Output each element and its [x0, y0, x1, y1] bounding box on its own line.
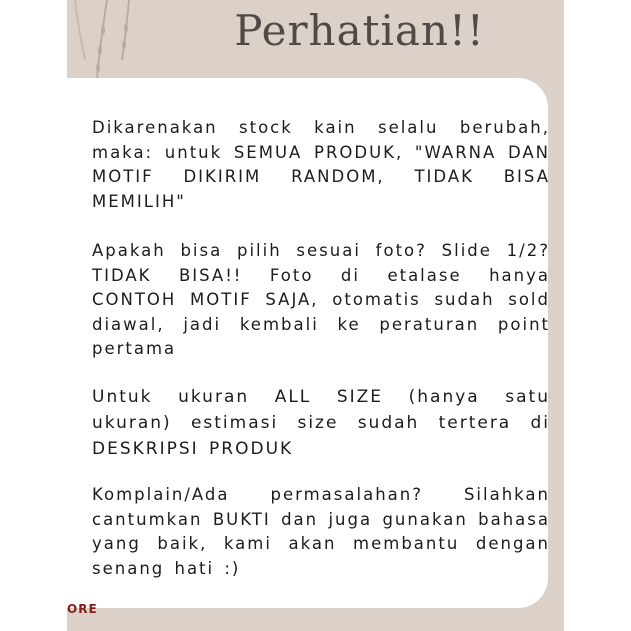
page-title: Perhatian!!: [234, 6, 485, 55]
notice-paragraph-2: Apakah bisa pilih sesuai foto? Slide 1/2? TIDAK BISA!! Foto di etalase hanya CONTOH MOTIF SAJA, otomatis sudah sold diawal, jadi kembali ke peraturan point pertama: [92, 241, 550, 358]
notice-paragraph-3: Untuk ukuran ALL SIZE (hanya satu ukuran) estimasi size sudah tertera di DESKRIPSI PRODUK: [92, 387, 550, 459]
notice-paragraph-1: Dikarenakan stock kain selalu berubah, maka: untuk SEMUA PRODUK, "WARNA DAN MOTIF DIKIRIM RANDOM, TIDAK BISA MEMILIH": [92, 118, 550, 211]
notice-paragraph-4: Komplain/Ada permasalahan? Silahkan cantumkan BUKTI dan juga gunakan bahasa yang baik, kami akan membantu dengan senang hati :): [92, 485, 550, 578]
floral-decoration-icon: [67, 0, 157, 80]
brand-fragment: ORE: [67, 602, 98, 616]
notice-poster: [67, 0, 564, 631]
notice-card: [67, 78, 548, 608]
